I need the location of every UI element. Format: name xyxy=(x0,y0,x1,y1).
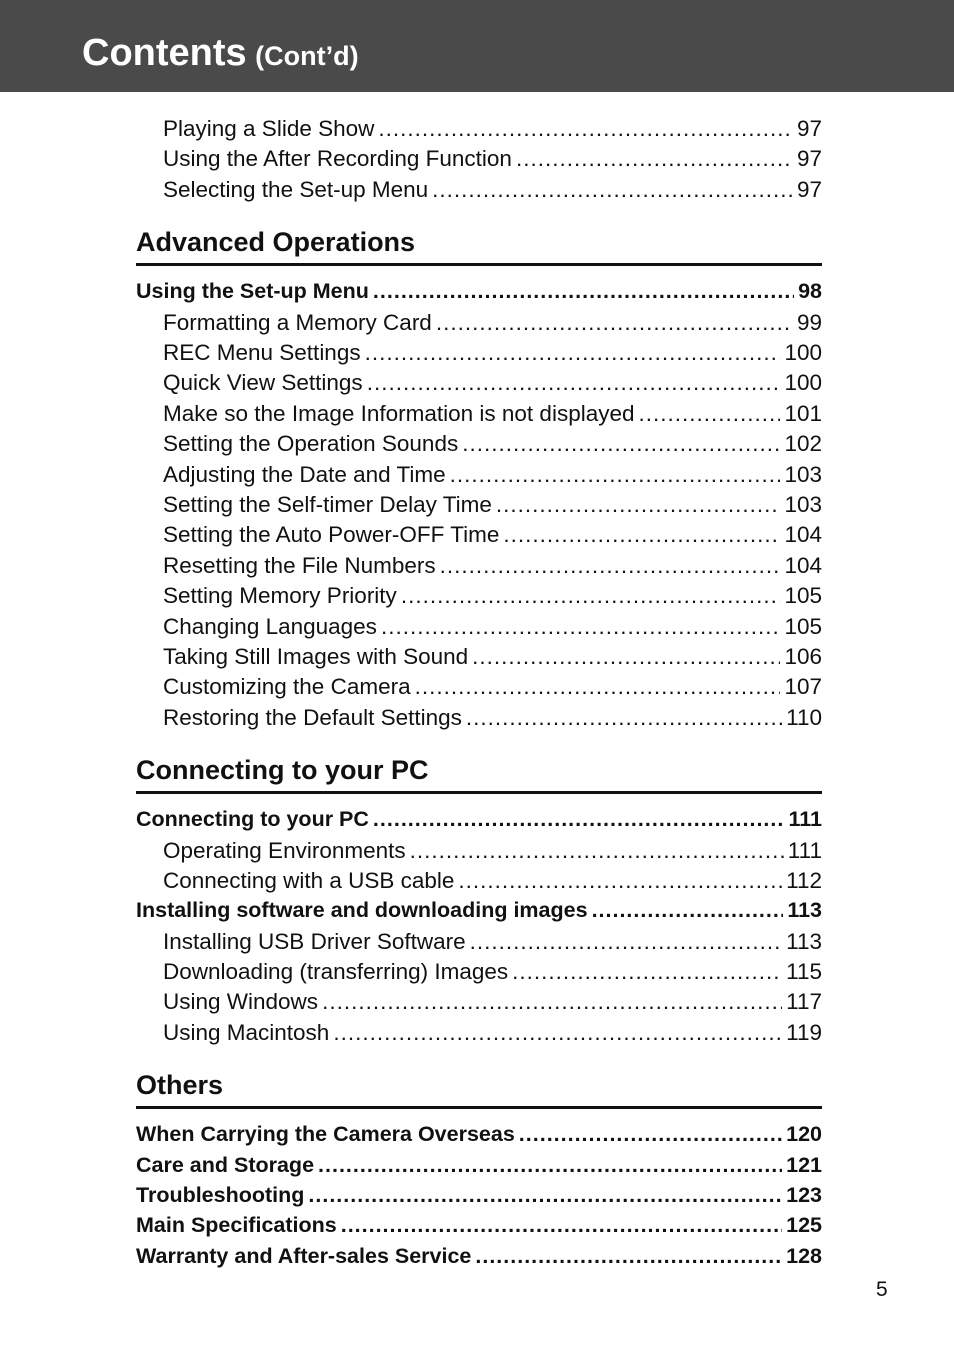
header-bar xyxy=(0,0,954,92)
toc-dot-leader xyxy=(432,177,793,203)
toc-entry-label: Care and Storage xyxy=(136,1152,315,1177)
toc-entry-label: Changing Languages xyxy=(163,613,377,639)
toc-sections xyxy=(136,227,822,1274)
toc-entry-page: 97 xyxy=(796,146,822,172)
toc-entry-connecting-to-your-pc[interactable] xyxy=(136,807,822,837)
toc-entry-setting-the-auto-power-off-time[interactable] xyxy=(136,522,822,552)
page-title-main: Contents xyxy=(82,32,247,74)
toc-entry-page: 113 xyxy=(787,898,822,923)
toc-entry-label: Operating Environments xyxy=(163,837,406,863)
page-title-subtitle: (Cont’d) xyxy=(255,41,359,71)
toc-entry-adjusting-the-date-and-time[interactable] xyxy=(136,462,822,492)
table-of-contents xyxy=(136,116,822,1274)
toc-dot-leader xyxy=(322,989,782,1015)
toc-section-connecting-to-your-pc xyxy=(136,755,822,1050)
toc-entry-label: Adjusting the Date and Time xyxy=(163,461,446,487)
toc-entry-label: When Carrying the Camera Overseas xyxy=(136,1122,515,1147)
toc-dot-leader xyxy=(458,868,782,894)
toc-entry-label: Make so the Image Information is not displayed xyxy=(163,400,635,426)
toc-entry-label: Downloading (transferring) Images xyxy=(163,959,509,985)
toc-entry-setting-the-operation-sounds[interactable] xyxy=(136,431,822,461)
toc-entry-label: Formatting a Memory Card xyxy=(163,309,432,335)
toc-entry-label: Playing a Slide Show xyxy=(163,116,375,141)
toc-dot-leader xyxy=(367,370,781,396)
toc-entry-label: Setting the Auto Power-OFF Time xyxy=(163,522,500,548)
toc-entry-installing-software-and-downloading-images[interactable] xyxy=(136,898,822,928)
toc-entry-when-carrying-the-camera-overseas[interactable] xyxy=(136,1122,822,1152)
toc-dot-leader xyxy=(333,1020,782,1046)
toc-dot-leader xyxy=(378,116,793,142)
toc-dot-leader xyxy=(592,898,784,923)
toc-entry-page: 123 xyxy=(786,1183,822,1208)
toc-entry-page: 113 xyxy=(786,928,822,954)
toc-entry-troubleshooting[interactable] xyxy=(136,1183,822,1213)
toc-entry-using-the-after-recording-function[interactable] xyxy=(136,146,822,176)
toc-entry-label: Setting Memory Priority xyxy=(163,583,397,609)
toc-entry-page: 100 xyxy=(784,340,822,365)
toc-dot-leader xyxy=(415,674,781,700)
toc-entry-connecting-with-a-usb-cable[interactable] xyxy=(136,868,822,898)
toc-entry-label: Using Windows xyxy=(163,989,319,1015)
toc-dot-leader xyxy=(639,401,781,427)
toc-section-advanced-operations xyxy=(136,227,822,735)
toc-dot-leader xyxy=(475,1244,782,1269)
toc-dot-leader xyxy=(450,462,781,488)
toc-entry-page: 102 xyxy=(784,431,822,457)
toc-entry-label: Quick View Settings xyxy=(163,370,363,396)
toc-entry-label: Main Specifications xyxy=(136,1213,337,1238)
toc-entry-page: 117 xyxy=(786,989,822,1015)
toc-entry-page: 111 xyxy=(787,837,822,863)
toc-entry-page: 101 xyxy=(784,400,822,426)
toc-entry-label: Setting the Self-timer Delay Time xyxy=(163,491,492,517)
toc-dot-leader xyxy=(373,279,794,304)
toc-entry-main-specifications[interactable] xyxy=(136,1213,822,1243)
toc-entry-label: Connecting with a USB cable xyxy=(163,867,455,893)
toc-entry-label: Installing software and downloading images xyxy=(136,898,588,923)
toc-entry-changing-languages[interactable] xyxy=(136,614,822,644)
toc-dot-leader xyxy=(381,614,781,640)
toc-entry-care-and-storage[interactable] xyxy=(136,1153,822,1183)
toc-entry-page: 103 xyxy=(784,461,822,487)
toc-entry-using-the-set-up-menu[interactable] xyxy=(136,279,822,309)
toc-entry-formatting-a-memory-card[interactable] xyxy=(136,310,822,340)
toc-entry-page: 119 xyxy=(786,1019,822,1045)
toc-entry-page: 100 xyxy=(784,370,822,396)
toc-entry-warranty-and-after-sales-service[interactable] xyxy=(136,1244,822,1274)
intro-entries xyxy=(136,116,822,207)
toc-entry-label: Taking Still Images with Sound xyxy=(163,643,469,669)
toc-dot-leader xyxy=(470,929,783,955)
toc-dot-leader xyxy=(466,705,782,731)
toc-entry-taking-still-images-with-sound[interactable] xyxy=(136,644,822,674)
toc-entry-page: 111 xyxy=(788,807,822,832)
toc-dot-leader xyxy=(440,553,781,579)
toc-entry-label: Resetting the File Numbers xyxy=(163,552,436,578)
toc-dot-leader xyxy=(516,146,793,172)
toc-entry-page: 98 xyxy=(798,279,822,304)
toc-dot-leader xyxy=(503,522,780,548)
toc-entry-page: 121 xyxy=(786,1152,822,1177)
toc-dot-leader xyxy=(401,583,781,609)
toc-entry-rec-menu-settings[interactable] xyxy=(136,340,822,370)
toc-section-others xyxy=(136,1070,822,1274)
toc-entry-page: 112 xyxy=(786,867,822,893)
toc-entry-label: Setting the Operation Sounds xyxy=(163,431,459,457)
toc-entry-label: REC Menu Settings xyxy=(163,340,361,365)
toc-entry-setting-memory-priority[interactable] xyxy=(136,583,822,613)
section-heading: Advanced Operations xyxy=(136,227,822,266)
toc-entry-page: 103 xyxy=(784,491,822,517)
toc-entry-label: Troubleshooting xyxy=(136,1183,305,1208)
toc-entry-page: 104 xyxy=(784,522,822,548)
toc-entry-page: 105 xyxy=(784,583,822,609)
toc-dot-leader xyxy=(365,340,781,366)
toc-entry-customizing-the-camera[interactable] xyxy=(136,674,822,704)
toc-dot-leader xyxy=(436,310,793,336)
toc-dot-leader xyxy=(410,838,784,864)
toc-entry-label: Installing USB Driver Software xyxy=(163,928,466,954)
toc-entry-setting-the-self-timer-delay-time[interactable] xyxy=(136,492,822,522)
toc-dot-leader xyxy=(512,959,782,985)
toc-entry-label: Using the Set-up Menu xyxy=(136,279,369,304)
toc-dot-leader xyxy=(341,1213,782,1238)
toc-entry-using-windows[interactable] xyxy=(136,989,822,1019)
toc-entry-label: Restoring the Default Settings xyxy=(163,704,462,730)
toc-entry-label: Warranty and After-sales Service xyxy=(136,1243,472,1268)
toc-entry-page: 110 xyxy=(786,704,822,730)
toc-entry-operating-environments[interactable] xyxy=(136,838,822,868)
toc-entry-playing-a-slide-show[interactable] xyxy=(136,116,822,146)
toc-entry-page: 115 xyxy=(786,959,822,985)
toc-entry-page: 97 xyxy=(796,176,822,202)
toc-entry-label: Customizing the Camera xyxy=(163,674,411,700)
toc-entry-label: Selecting the Set-up Menu xyxy=(163,176,429,202)
toc-entry-page: 107 xyxy=(784,674,822,700)
toc-entry-quick-view-settings[interactable] xyxy=(136,370,822,400)
toc-dot-leader xyxy=(318,1153,782,1178)
toc-entry-downloading-transferring-images[interactable] xyxy=(136,959,822,989)
toc-dot-leader xyxy=(308,1183,782,1208)
page-number: 5 xyxy=(876,1278,888,1301)
toc-entry-restoring-the-default-settings[interactable] xyxy=(136,705,822,735)
toc-entry-page: 99 xyxy=(796,309,822,335)
toc-entry-page: 125 xyxy=(786,1213,822,1238)
toc-dot-leader xyxy=(472,644,780,670)
toc-entry-page: 105 xyxy=(784,613,822,639)
toc-entry-using-macintosh[interactable] xyxy=(136,1020,822,1050)
toc-entry-page: 106 xyxy=(784,643,822,669)
toc-dot-leader xyxy=(519,1122,782,1147)
toc-entry-page: 120 xyxy=(786,1122,822,1147)
toc-entry-page: 97 xyxy=(796,116,822,141)
section-heading: Others xyxy=(136,1070,822,1109)
toc-dot-leader xyxy=(373,807,785,832)
toc-entry-label: Connecting to your PC xyxy=(136,807,369,832)
toc-entry-page: 104 xyxy=(784,552,822,578)
toc-entry-installing-usb-driver-software[interactable] xyxy=(136,929,822,959)
toc-entry-resetting-the-file-numbers[interactable] xyxy=(136,553,822,583)
toc-dot-leader xyxy=(496,492,781,518)
toc-entry-page: 128 xyxy=(786,1243,822,1268)
toc-entry-label: Using the After Recording Function xyxy=(163,146,512,172)
toc-dot-leader xyxy=(462,431,780,457)
toc-entry-selecting-the-set-up-menu[interactable] xyxy=(136,177,822,207)
section-heading: Connecting to your PC xyxy=(136,755,822,794)
toc-entry-label: Using Macintosh xyxy=(163,1019,330,1045)
toc-entry-make-so-the-image-information-is-not-displayed[interactable] xyxy=(136,401,822,431)
page-title xyxy=(82,34,359,72)
